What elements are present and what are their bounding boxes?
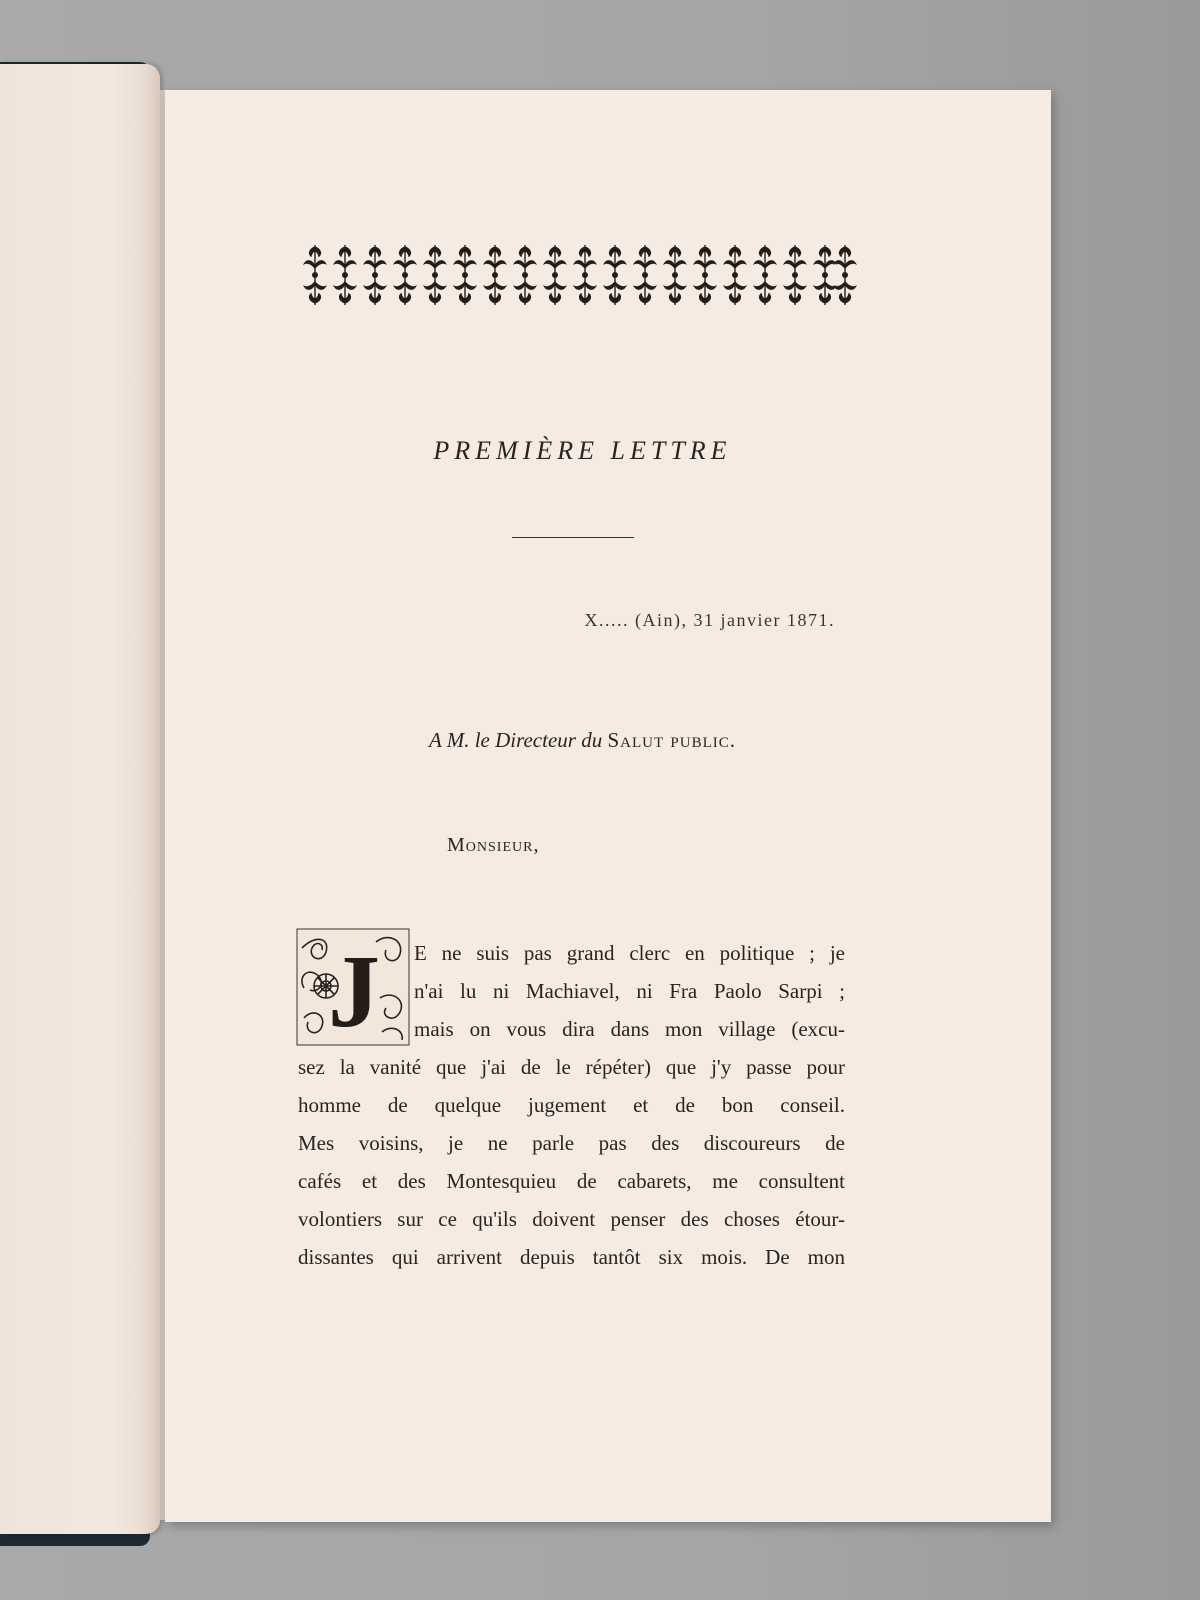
body-line: E ne suis pas grand clerc en politique ; je — [414, 941, 845, 965]
drop-cap-letter: J — [328, 934, 380, 1046]
body-line: sez la vanité que j'ai de le répéter) que j'y passe pour — [298, 1055, 845, 1079]
heading-rule — [512, 537, 634, 538]
body-line: mais on vous dira dans mon village (excu- — [414, 1017, 845, 1041]
body-line: cafés et des Montesquieu de cabarets, me consultent — [298, 1169, 845, 1193]
body-line: dissantes qui arrivent depuis tantôt six mois. De mon — [298, 1245, 845, 1269]
address-line — [300, 728, 865, 753]
body-line: volontiers sur ce qu'ils doivent penser des choses étour- — [298, 1207, 845, 1231]
ornamental-fleuron-band — [300, 243, 860, 307]
letter-heading: PREMIÈRE LETTRE — [433, 436, 732, 465]
body-line: n'ai lu ni Machiavel, ni Fra Paolo Sarpi ; — [414, 979, 845, 1003]
left-page — [0, 64, 160, 1534]
address-prefix: A M. le Directeur du — [429, 728, 603, 752]
salutation: Monsieur, — [447, 834, 540, 856]
newspaper-name: Salut public. — [607, 728, 736, 752]
body-line: Mes voisins, je ne parle pas des discoureurs de — [298, 1131, 845, 1155]
body-line: homme de quelque jugement et de bon conseil. — [298, 1093, 845, 1117]
dateline: X..... (Ain), 31 janvier 1871. — [584, 610, 835, 630]
body-paragraph — [298, 934, 845, 1276]
